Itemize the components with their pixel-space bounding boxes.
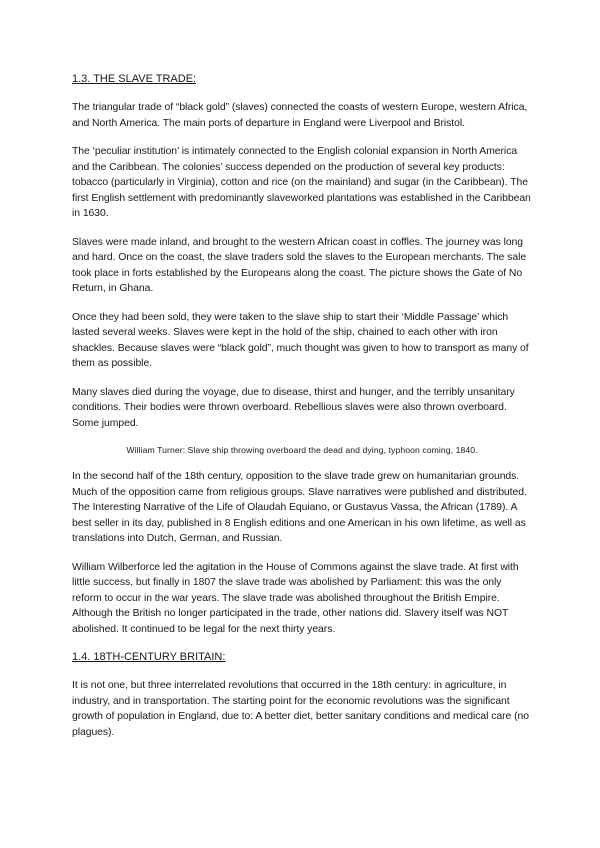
paragraph-coffles: Slaves were made inland, and brought to the western African coast in coffles. The journey was long and hard. Once on the coast, the slave traders sold the slaves to the European merchants. The sale took place in forts established by the Europeans along the coast. The picture shows the Gate of No Return, in Ghana. [72, 236, 527, 294]
paragraph-voyage-deaths: Many slaves died during the voyage, due to disease, thirst and hunger, and the terribly unsanitary conditions. Their bodies were thrown overboard. Rebellious slaves were also thrown overboard. Some jumped. [72, 386, 515, 429]
section-heading-18th-century-britain: 1.4. 18TH-CENTURY BRITAIN: [72, 651, 226, 663]
paragraph-middle-passage: Once they had been sold, they were taken to the slave ship to start their ‘Middle Passage’ which lasted several weeks. Slaves were kept in the hold of the ship, chained to each other with iron shackles. Because slaves were “black gold”, much thought was given to how to transport as many of them as possible. [72, 311, 529, 369]
image-caption: William Turner: Slave ship throwing overboard the dead and dying, typhoon coming, 1840. [126, 445, 478, 455]
paragraph-triangular-trade: The triangular trade of “black gold” (slaves) connected the coasts of western Europe, western Africa, and North America. The main ports of departure in England were Liverpool and Bristol. [72, 102, 528, 129]
document-page [72, 72, 532, 753]
paragraph-three-revolutions: It is not one, but three interrelated revolutions that occurred in the 18th century: in agriculture, in industry, and in transportation. The starting point for the economic revolutions was the significant growth of population in England, due to: A better diet, better sanitary conditions and medical care (no plagues). [72, 680, 529, 738]
paragraph-peculiar-institution: The ‘peculiar institution’ is intimately connected to the English colonial expansion in North America and the Caribbean. The colonies’ success depended on the production of several key products: tobacco (particularly in Virginia), cotton and rice (on the mainland) and sugar (in the Caribbean). The first English settlement with predominantly slaveworked plantations was established in the Caribbean in 1630. [72, 146, 531, 219]
paragraph-opposition: In the second half of the 18th century, opposition to the slave trade grew on humanitarian grounds. Much of the opposition came from religious groups. Slave narratives were published and distributed. The Interesting Narrative of the Life of Olaudah Equiano, or Gustavus Vassa, the African (1789). A best seller in its day, published in 8 English editions and one American in his own lifetime, as well as translations into Dutch, German, and Russian. [72, 471, 527, 544]
section-heading-slave-trade: 1.3. THE SLAVE TRADE: [72, 73, 197, 85]
paragraph-wilberforce: William Wilberforce led the agitation in the House of Commons against the slave trade. At first with little success, but finally in 1807 the slave trade was abolished by Parliament: this was the only reform to occur in the war years. The slave trade was abolished throughout the British Empire. Although the British no longer participated in the trade, other nations did. Slavery itself was NOT abolished. It continued to be legal for the next thirty years. [72, 561, 519, 635]
